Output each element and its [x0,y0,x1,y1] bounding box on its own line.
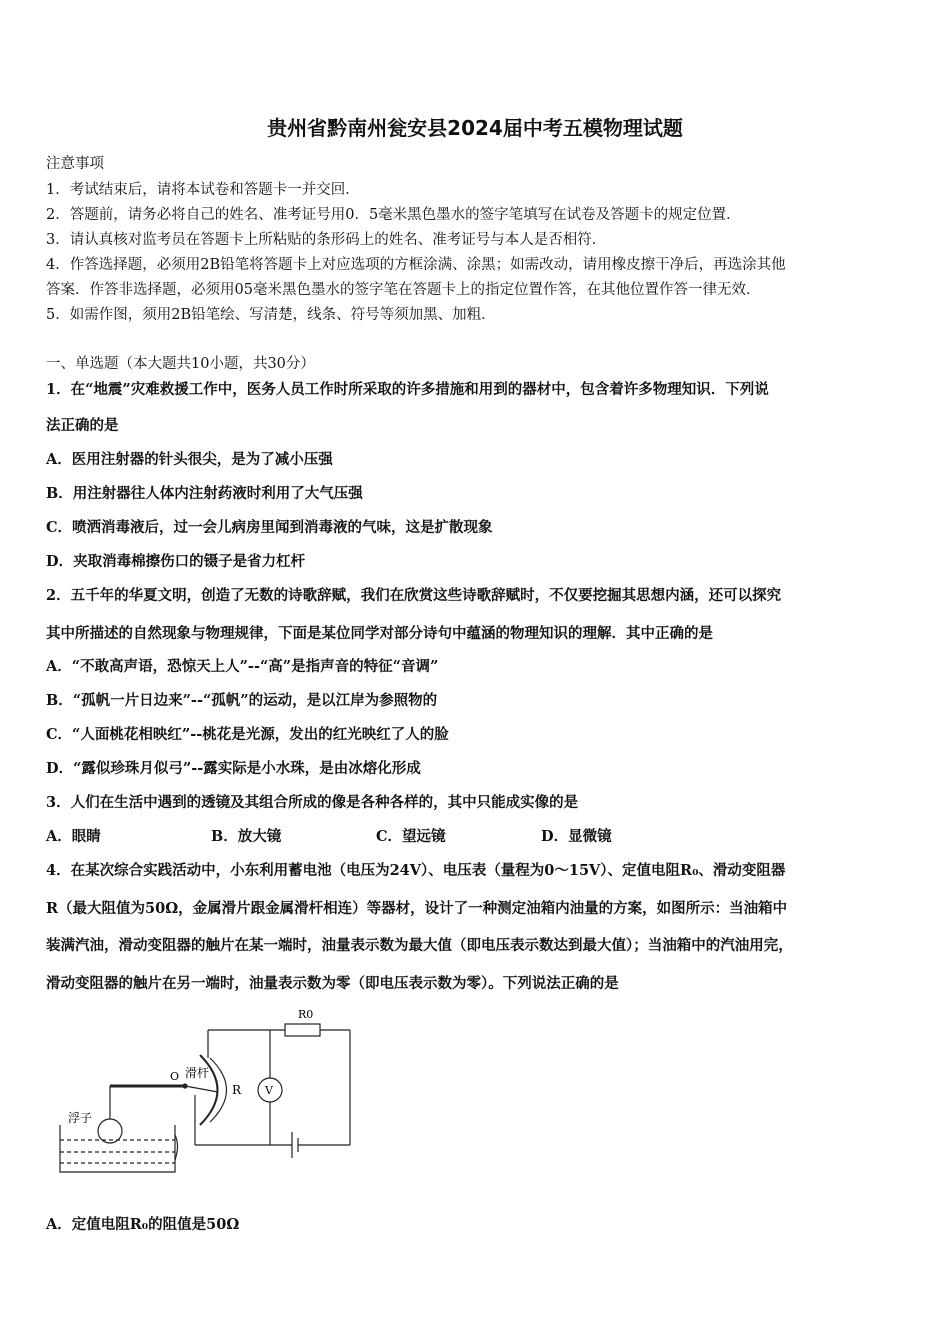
notice-item: 答案．作答非选择题，必须用05毫米黑色墨水的签字笔在答题卡上的指定位置作答，在其他位置作答一律无效． [46,282,761,298]
oil-tank [60,1125,175,1172]
q2-option-a: A．“不敢高声语，恐惊天上人”--“高”是指声音的特征“音调” [46,658,439,675]
label-r: R [232,1083,242,1097]
q2-stem-line: 其中所描述的自然现象与物理规律，下面是某位同学对部分诗句中蕴涵的物理知识的理解．其中正确的是 [46,625,713,642]
label-r0: R0 [298,1008,314,1021]
page-title: 贵州省黔南州瓮安县2024届中考五模物理试题 [267,116,683,140]
slider-arm [185,1086,218,1092]
oil-gauge-circuit-diagram [40,1000,360,1180]
q1-stem-line: 1．在“地震”灾难救援工作中，医务人员工作时所采取的许多措施和用到的器材中，包含着许多物理知识．下列说 [46,381,769,398]
notice-heading: 注意事项 [46,156,104,172]
q2-stem-line: 2．五千年的华夏文明，创造了无数的诗歌辞赋，我们在欣赏这些诗歌辞赋时，不仅要挖掘其思想内涵，还可以探究 [46,587,782,604]
q3-option-d: D．显微镜 [541,828,612,845]
q3-option-b: B．放大镜 [211,828,282,845]
q1-option-d: D．夹取消毒棉擦伤口的镊子是省力杠杆 [46,553,306,570]
label-o: O [170,1070,180,1083]
q4-stem-line: 装满汽油，滑动变阻器的触片在某一端时，油量表示数为最大值（即电压表示数达到最大值）；当油箱中的汽油用完， [46,937,793,954]
notice-item: 5．如需作图，须用2B铅笔绘、写清楚，线条、符号等须加黑、加粗． [46,307,496,323]
section-heading: 一、单选题（本大题共10小题，共30分） [46,356,315,372]
resistor-r0 [285,1024,320,1036]
label-float: 浮子 [68,1111,93,1125]
q3-option-c: C．望远镜 [376,828,446,845]
q3-option-a: A．眼睛 [46,828,101,845]
q3-stem: 3．人们在生活中遇到的透镜及其组合所成的像是各种各样的，其中只能成实像的是 [46,794,579,811]
q4-option-a: A．定值电阻R₀的阻值是50Ω [46,1216,240,1233]
pivot-o [183,1084,187,1088]
q1-option-b: B．用注射器往人体内注射药液时利用了大气压强 [46,485,363,502]
q2-option-b: B．“孤帆一片日边来”--“孤帆”的运动，是以江岸为参照物的 [46,692,438,709]
notice-item: 2．答题前，请务必将自己的姓名、准考证号用0．5毫米黑色墨水的签字笔填写在试卷及答题卡的规定位置． [46,207,741,223]
q4-stem-line: R（最大阻值为50Ω，金属滑片跟金属滑杆相连）等器材，设计了一种测定油箱内油量的方案，如图所示：当油箱中 [46,900,788,917]
label-rod: 滑杆 [185,1066,210,1080]
notice-item: 1．考试结束后，请将本试卷和答题卡一并交回． [46,182,360,198]
q2-option-d: D．“露似珍珠月似弓”--露实际是小水珠，是由冰熔化形成 [46,760,421,777]
q1-stem-line: 法正确的是 [46,417,119,434]
q1-option-a: A．医用注射器的针头很尖，是为了减小压强 [46,451,333,468]
notice-item: 3．请认真核对监考员在答题卡上所粘贴的条形码上的姓名、准考证号与本人是否相符． [46,232,607,248]
label-v: V [265,1084,273,1097]
q4-stem-line: 滑动变阻器的触片在另一端时，油量表示数为零（即电压表示数为零）。下列说法正确的是 [46,975,619,992]
q3-options [46,825,706,846]
q4-stem-line: 4．在某次综合实践活动中，小东利用蓄电池（电压为24V）、电压表（量程为0～15V）、定值电阻R₀、滑动变阻器 [46,862,786,879]
q1-option-c: C．喷洒消毒液后，过一会儿病房里闻到消毒液的气味，这是扩散现象 [46,519,493,536]
notice-item: 4．作答选择题，必须用2B铅笔将答题卡上对应选项的方框涂满、涂黑；如需改动，请用橡皮擦干净后，再选涂其他 [46,257,786,273]
q2-option-c: C．“人面桃花相映红”--桃花是光源，发出的红光映红了人的脸 [46,726,449,743]
